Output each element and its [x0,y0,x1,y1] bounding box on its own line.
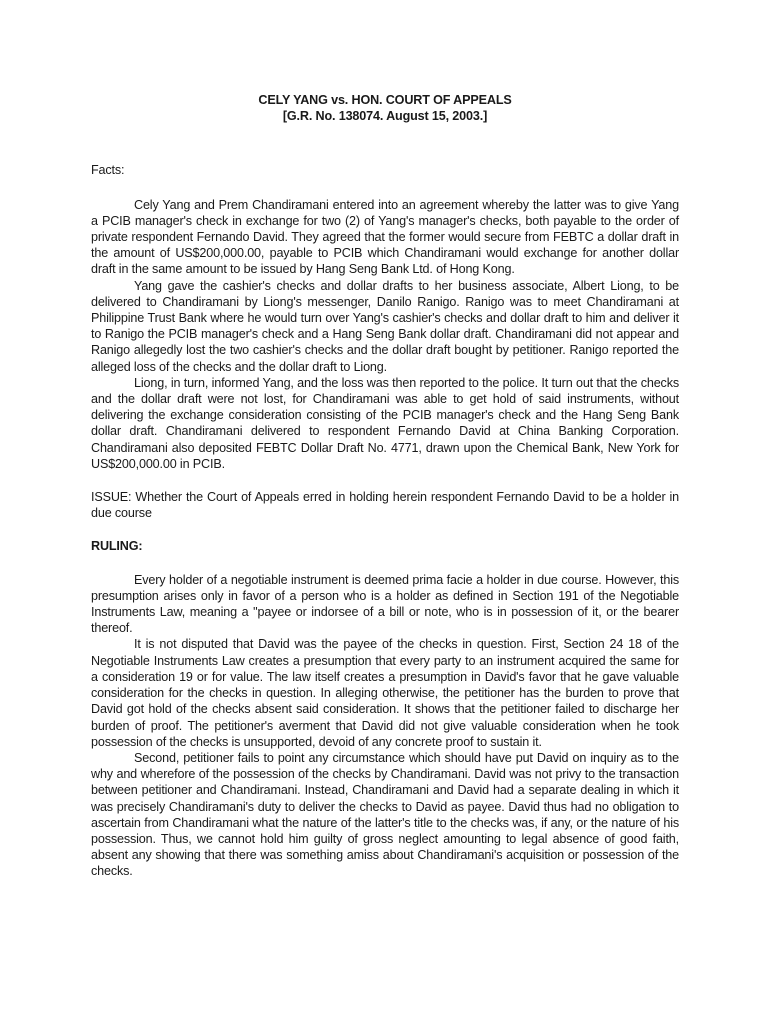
facts-paragraph-2: Yang gave the cashier's checks and dollar drafts to her business associate, Albert Liong, to be delivered to Chandiramani by Liong's messenger, Danilo Ranigo. Ranigo was to meet Chandiramani at Philippine Trust Bank where he would turn over Yang's cashier's checks and dollar draft to him and deliver it to Ranigo the PCIB manager's check and a Hang Seng Bank dollar draft. Chandiramani did not appear and Ranigo allegedly lost the two cashier's checks and the dollar draft bought by petitioner. Ranigo reported the alleged loss of the checks and the dollar draft to Liong. [91,278,679,374]
case-title-line-1: CELY YANG vs. HON. COURT OF APPEALS [258,93,512,107]
ruling-heading: RULING: [91,539,143,554]
facts-heading: Facts: [91,163,125,178]
case-citation: [G.R. No. 138074. August 15, 2003.] [282,109,488,124]
facts-paragraph-3: Liong, in turn, informed Yang, and the loss was then reported to the police. It turn out that the checks and the dollar draft were not lost, for Chandiramani was able to get hold of said instruments, without delivering the exchange consideration consisting of the PCIB manager's check and the Hang Seng Bank dollar draft. Chandiramani delivered to respondent Fernando David at China Banking Corporation. Chandiramani also deposited FEBTC Dollar Draft No. 4771, drawn upon the Chemical Bank, New York for US$200,000.00 in PCIB. [91,375,679,471]
ruling-paragraph-1: Every holder of a negotiable instrument is deemed prima facie a holder in due course. However, this presumption arises only in favor of a person who is a holder as defined in Section 191 of the Negotiable Instruments Law, meaning a "payee or indorsee of a bill or note, who is in possession of it, or the bearer thereof. [91,572,679,636]
case-title [91,92,679,124]
facts-paragraph-1: Cely Yang and Prem Chandiramani entered into an agreement whereby the latter was to give Yang a PCIB manager's check in exchange for two (2) of Yang's manager's checks, both payable to the order of private respondent Fernando David. They agreed that the former would secure from FEBTC a dollar draft in the amount of US$200,000.00, payable to PCIB which Chandiramani would exchange for another dollar draft in the same amount to be issued by Hang Seng Bank Ltd. of Hong Kong. [91,197,679,277]
ruling-paragraph-3: Second, petitioner fails to point any circumstance which should have put David on inquiry as to the why and wherefore of the possession of the checks by Chandiramani. David was not privy to the transaction between petitioner and Chandiramani. Instead, Chandiramani and David had a separate dealing in which it was precisely Chandiramani's duty to deliver the checks to David as payee. David thus had no obligation to ascertain from Chandiramani what the nature of the latter's title to the checks was, if any, or the nature of his possession. Thus, we cannot hold him guilty of gross neglect amounting to legal absence of good faith, absent any showing that there was something amiss about Chandiramani's acquisition or possession of the checks. [91,750,679,879]
ruling-paragraph-2: It is not disputed that David was the payee of the checks in question. First, Section 24 18 of the Negotiable Instruments Law creates a presumption that every party to an instrument acquired the same for a consideration 19 or for value. The law itself creates a presumption in David's favor that he gave valuable consideration for the checks in question. In alleging otherwise, the petitioner has the burden to prove that David got hold of the checks absent said consideration. It shows that the petitioner failed to discharge her burden of proof. The petitioner's averment that David did not give valuable consideration when he took possession of the checks is unsupported, devoid of any concrete proof to sustain it. [91,637,679,749]
issue-paragraph: ISSUE: Whether the Court of Appeals erred in holding herein respondent Fernando David to be a holder in due course [91,490,679,521]
document-page [91,92,679,880]
